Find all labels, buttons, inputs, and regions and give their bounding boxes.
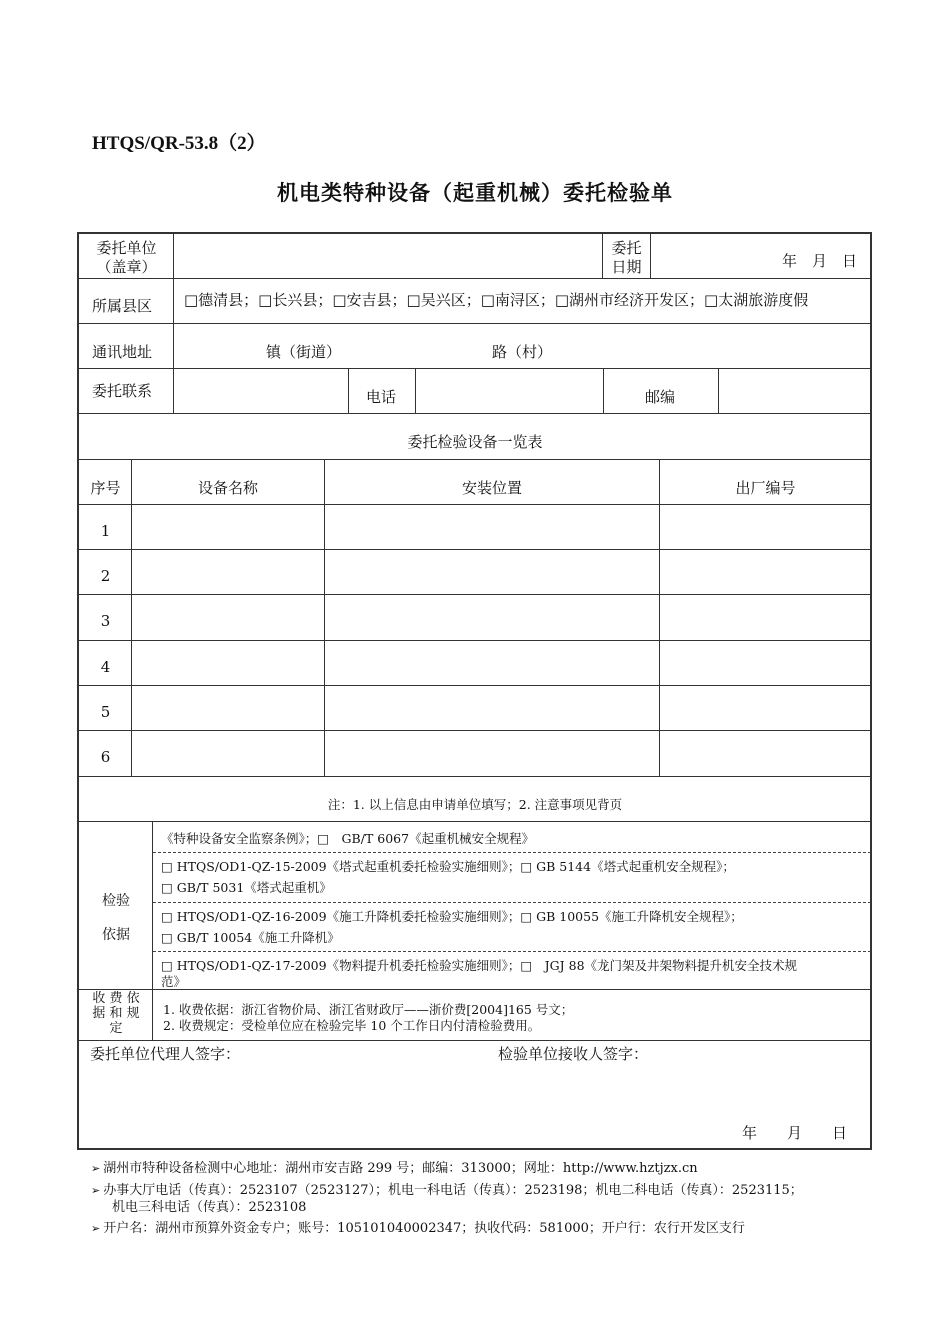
fee-label: 收 费 依 据 和 规 定 — [92, 991, 140, 1036]
row-divider — [79, 989, 871, 990]
table-row-index: 2 — [100, 567, 111, 585]
col-header-serial: 出厂编号 — [735, 479, 796, 497]
fee-rule: 2. 收费规定：受检单位应在检验完毕 10 个工作日内付清检验费用。 — [163, 1018, 541, 1033]
form-note: 注：1. 以上信息由申请单位填写；2. 注意事项见背页 — [327, 797, 623, 812]
col-header-location: 安装位置 — [461, 479, 522, 497]
row-divider — [79, 776, 871, 777]
column-divider — [152, 821, 153, 1040]
row-divider — [79, 368, 871, 369]
fee-basis: 1. 收费依据：浙江省物价局、浙江省财政厅——浙价费[2004]165 号文； — [163, 1002, 574, 1017]
column-divider — [718, 368, 719, 413]
contact-label: 委托联系 — [92, 382, 153, 400]
column-divider — [348, 368, 349, 413]
footer-bank: ➢ 开户名：湖州市预算外资金专户；账号：105101040002347；执收代码：581000；开户行：农行开发区支行 — [91, 1221, 745, 1236]
row-divider — [79, 278, 871, 279]
address-town: 镇（街道） — [266, 343, 342, 361]
col-header-index: 序号 — [90, 479, 121, 497]
unit-input[interactable] — [174, 235, 602, 278]
unit-label: 委托单位 （盖章） — [96, 239, 157, 276]
col-header-name: 设备名称 — [197, 479, 258, 497]
column-divider — [603, 368, 604, 413]
row-divider — [79, 594, 871, 595]
table-row-index: 6 — [100, 748, 111, 766]
basis-item[interactable]: □ HTQS/OD1-QZ-15-2009《塔式起重机委托检验实施细则》；□ GB 5144《塔式起重机安全规程》； — [161, 859, 735, 874]
date-value[interactable]: 年 月 日 — [782, 252, 858, 270]
basis-divider — [153, 902, 871, 903]
basis-divider — [153, 852, 871, 853]
row-divider — [79, 821, 871, 822]
row-divider — [79, 1040, 871, 1041]
basis-item[interactable]: □ HTQS/OD1-QZ-17-2009《物料提升机委托检验实施细则》；□ JGJ 88《龙门架及井架物料提升机安全技术规 — [161, 958, 798, 973]
equipment-heading: 委托检验设备一览表 — [407, 433, 543, 451]
table-row-index: 3 — [100, 612, 111, 630]
column-divider — [659, 459, 660, 776]
phone-label: 电话 — [366, 388, 397, 406]
row-divider — [79, 413, 871, 414]
table-row-index: 5 — [100, 703, 111, 721]
basis-item[interactable]: □ HTQS/OD1-QZ-16-2009《施工升降机委托检验实施细则》；□ GB 10055《施工升降机安全规程》； — [161, 909, 743, 924]
document-code: HTQS/QR-53.8（2） — [92, 133, 266, 154]
basis-item[interactable]: 《特种设备安全监察条例》；□ GB/T 6067《起重机械安全规程》 — [161, 831, 535, 846]
basis-item[interactable]: □ GB/T 10054《施工升降机》 — [161, 930, 340, 945]
footer-phones: ➢ 办事大厅电话（传真）：2523107（2523127）；机电一科电话（传真）：2523198；机电二科电话（传真）：2523115； — [91, 1183, 803, 1198]
row-divider — [79, 504, 871, 505]
footer-address: ➢ 湖州市特种设备检测中心地址：湖州市安吉路 299 号；邮编：313000；网址：http://www.hztjzx.cn — [91, 1161, 698, 1176]
basis-item: 范》 — [161, 974, 187, 989]
agent-signature-label: 委托单位代理人签字： — [90, 1045, 241, 1063]
basis-item[interactable]: □ GB/T 5031《塔式起重机》 — [161, 880, 332, 895]
address-road: 路（村） — [492, 343, 553, 361]
column-divider — [131, 459, 132, 776]
address-label: 通讯地址 — [92, 343, 153, 361]
basis-divider — [153, 951, 871, 952]
row-divider — [79, 549, 871, 550]
signature-date[interactable]: 年 月 日 — [742, 1124, 848, 1142]
column-divider — [650, 234, 651, 278]
row-divider — [79, 459, 871, 460]
table-row-index: 1 — [100, 522, 111, 540]
date-label: 委托 日期 — [611, 239, 642, 276]
footer-phones-cont: 机电三科电话（传真）：2523108 — [112, 1200, 307, 1215]
column-divider — [415, 368, 416, 413]
table-row-index: 4 — [100, 658, 111, 676]
column-divider — [324, 459, 325, 776]
row-divider — [79, 685, 871, 686]
row-divider — [79, 730, 871, 731]
district-label: 所属县区 — [92, 297, 153, 315]
row-divider — [79, 323, 871, 324]
form-title: 机电类特种设备（起重机械）委托检验单 — [277, 181, 673, 205]
postcode-label: 邮编 — [645, 388, 676, 406]
row-divider — [79, 640, 871, 641]
basis-label: 检验 依据 — [102, 893, 130, 943]
district-options[interactable]: □德清县；□长兴县；□安吉县；□吴兴区；□南浔区；□湖州市经济开发区；□太湖旅游度假 — [184, 291, 809, 309]
receiver-signature-label: 检验单位接收人签字： — [498, 1045, 649, 1063]
